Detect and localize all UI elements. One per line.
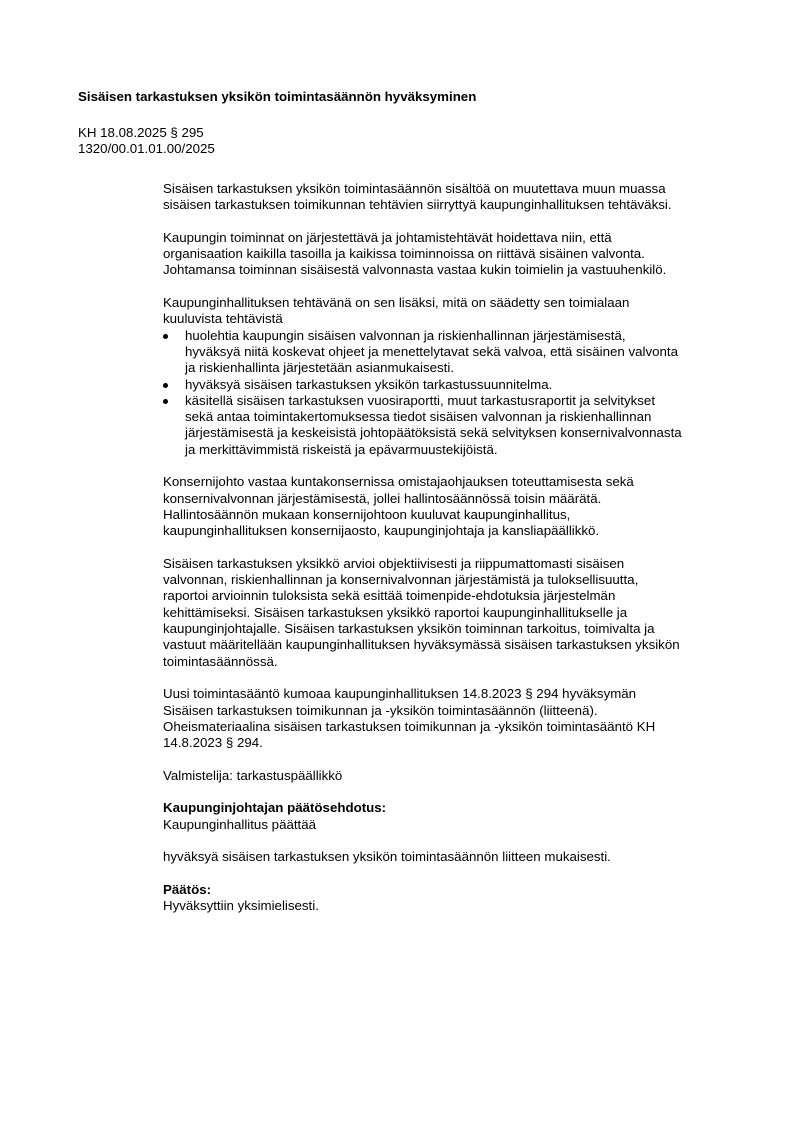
case-number: 1320/00.01.01.00/2025 xyxy=(78,141,215,157)
bullet-icon xyxy=(163,399,168,404)
bullet-icon xyxy=(163,334,168,339)
text-line: Sisäisen tarkastuksen yksikön toimintasäännön sisältöä on muutettava muun muassa xyxy=(163,181,666,196)
text-line: Sisäisen tarkastuksen yksikkö arvioi objektiivisesti ja riippumattomasti sisäisen xyxy=(163,555,625,571)
proposal-heading: Kaupunginjohtajan päätösehdotus: xyxy=(163,800,387,816)
meeting-reference: KH 18.08.2025 § 295 xyxy=(78,125,204,140)
paragraph-group-management xyxy=(163,474,753,539)
text-line: vastuut määritellään kaupunginhallituksen hyväksymässä sisäisen tarkastuksen yksikön xyxy=(163,637,680,653)
text-line: toimintasäännössä. xyxy=(163,653,278,669)
text-line: konsernivalvonnan järjestämisestä, jollei hallintosäännössä toisin määrätä. xyxy=(163,490,602,506)
list-item xyxy=(163,393,753,458)
text-line: hyväksyä sisäisen tarkastuksen yksikön tarkastussuunnitelma. xyxy=(185,376,553,392)
text-line: Kaupungin toiminnat on järjestettävä ja johtamistehtävät hoidettava niin, että xyxy=(163,229,612,245)
text-line: Hallintosäännön mukaan konsernijohtoon kuuluvat kaupunginhallitus, xyxy=(163,506,571,522)
text-line: Johtamansa toiminnan sisäisestä valvonnasta vastaa kukin toimielin ja vastuuhenkilö. xyxy=(163,262,667,278)
text-line: hyväksyä niitä koskevat ohjeet ja menettelytavat sekä valvoa, että sisäinen valvonta xyxy=(185,343,678,359)
text-line: Oheismateriaalina sisäisen tarkastuksen toimikunnan ja -yksikön toimintasääntö KH xyxy=(163,718,656,734)
text-line: Sisäisen tarkastuksen toimikunnan ja -yksikön toimintasäännön (liitteenä). xyxy=(163,702,598,718)
document-meta xyxy=(78,125,215,158)
paragraph-internal-control xyxy=(163,230,753,279)
proposal-text: hyväksyä sisäisen tarkastuksen yksikön toimintasäännön liitteen mukaisesti. xyxy=(163,849,611,865)
paragraph-content-change xyxy=(163,181,753,214)
text-line: organisaation kaikilla tasoilla ja kaikissa toiminnoissa on riittävä sisäinen valvonta. xyxy=(163,246,645,262)
text-line: raportoi arvioinnin tuloksista sekä esittää toimenpide-ehdotuksia järjestelmän xyxy=(163,588,616,604)
proposal-text-block xyxy=(163,849,753,865)
text-line: järjestämisestä ja keskeisistä johtopäätöksistä sekä selvityksen konsernivalvonnasta xyxy=(185,425,682,441)
document-title: Sisäisen tarkastuksen yksikön toimintasäännön hyväksyminen xyxy=(78,89,477,104)
text-line: kuuluvista tehtävistä xyxy=(163,311,283,327)
list-item xyxy=(163,377,753,393)
text-line: kaupunginjohtajalle. Sisäisen tarkastuksen yksikön toiminnan tarkoitus, toimivalta ja xyxy=(163,621,655,637)
preparer-text: Valmistelija: tarkastuspäällikkö xyxy=(163,767,343,783)
text-line: kehittämiseksi. Sisäisen tarkastuksen yksikkö raportoi kaupunginhallitukselle ja xyxy=(163,604,628,620)
text-line: sekä antaa toimintakertomuksessa tiedot sisäisen valvonnan ja riskienhallinnan xyxy=(185,409,652,425)
text-line: huolehtia kaupungin sisäisen valvonnan ja riskienhallinnan järjestämisestä, xyxy=(185,327,626,343)
text-line: kaupunginhallituksen konsernijaosto, kaupunginjohtaja ja kansliapäällikkö. xyxy=(163,523,600,539)
decision xyxy=(163,882,753,915)
decision-heading: Päätös: xyxy=(163,881,212,897)
text-line: Uusi toimintasääntö kumoaa kaupunginhallituksen 14.8.2023 § 294 hyväksymän xyxy=(163,686,637,702)
text-line: 14.8.2023 § 294. xyxy=(163,735,263,751)
preparer xyxy=(163,768,753,784)
text-line: valvonnan, riskienhallinnan ja konsernivalvonnan järjestämistä ja tuloksellisuutta, xyxy=(163,572,639,588)
decision-text: Hyväksyttiin yksimielisesti. xyxy=(163,898,319,914)
list-item xyxy=(163,328,753,377)
text-line: ja riskienhallinta järjestetään asianmukaisesti. xyxy=(185,360,455,376)
proposal-intro: Kaupunginhallitus päättää xyxy=(163,816,317,832)
text-line: Kaupunginhallituksen tehtävänä on sen lisäksi, mitä on säädetty sen toimialaan xyxy=(163,295,630,311)
mayor-proposal xyxy=(163,800,753,833)
document-body xyxy=(163,181,753,931)
paragraph-audit-unit xyxy=(163,556,753,670)
text-line: käsitellä sisäisen tarkastuksen vuosiraportti, muut tarkastusraportit ja selvitykset xyxy=(185,392,656,408)
paragraph-board-duties xyxy=(163,295,753,458)
duties-list xyxy=(163,328,753,458)
text-line: Konsernijohto vastaa kuntakonsernissa omistajaohjauksen toteuttamisesta sekä xyxy=(163,474,634,490)
paragraph-new-rules xyxy=(163,686,753,751)
text-line: ja merkittävimmistä riskeistä ja epävarmuustekijöistä. xyxy=(185,441,498,457)
text-line: sisäisen tarkastuksen toimikunnan tehtävien siirryttyä kaupunginhallituksen tehtäväksi. xyxy=(163,197,672,213)
bullet-icon xyxy=(163,383,168,388)
